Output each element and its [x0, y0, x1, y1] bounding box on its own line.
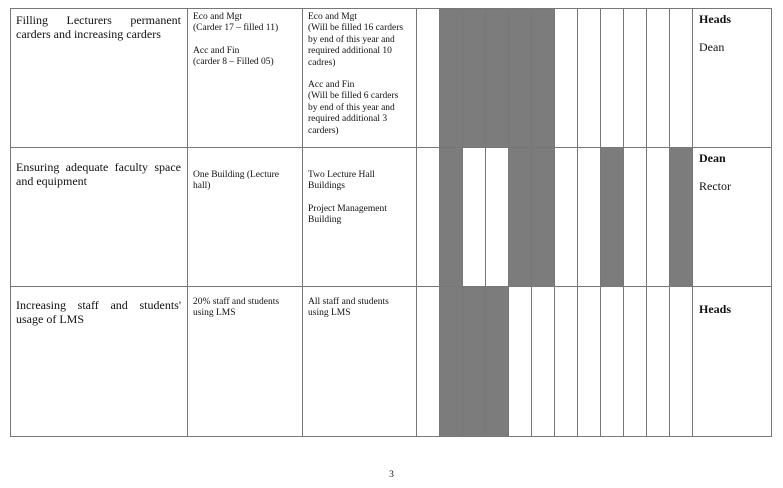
paragraph-gap — [193, 35, 296, 46]
timeline-cell-blank — [555, 9, 578, 148]
objective-text: Ensuring adequate faculty space and equipment — [16, 160, 181, 188]
cell-spacer — [308, 151, 410, 159]
cell-spacer — [193, 290, 296, 297]
table-row — [11, 148, 772, 287]
objective-cell — [11, 287, 188, 437]
timeline-cell-blank — [509, 287, 532, 437]
target-cell — [303, 148, 417, 287]
objective-cell — [11, 148, 188, 287]
paragraph-gap — [308, 193, 410, 204]
target-cell — [303, 9, 417, 148]
timeline-cell-blank — [486, 148, 509, 287]
cell-spacer — [699, 290, 765, 302]
timeline-cell-blank — [417, 287, 440, 437]
responsible-cell — [693, 9, 772, 148]
timeline-cell-blank — [578, 9, 601, 148]
timeline-cell-shaded — [440, 9, 463, 148]
responsible-cell — [693, 148, 772, 287]
timeline-cell-shaded — [463, 287, 486, 437]
timeline-cell-shaded — [670, 148, 693, 287]
timeline-cell-shaded — [532, 9, 555, 148]
responsible-party: Dean — [699, 40, 725, 54]
timeline-cell-blank — [647, 9, 670, 148]
target-line: by end of this year and — [308, 102, 395, 113]
cell-spacer — [308, 290, 410, 297]
current-status-line: One Building (Lecture — [193, 170, 280, 180]
target-line: Two Lecture Hall — [308, 170, 375, 180]
current-status-cell — [188, 287, 303, 437]
target-line: using LMS — [308, 308, 351, 319]
target-line: Project Management — [308, 203, 387, 214]
timeline-cell-shaded — [486, 287, 509, 437]
table-row — [11, 9, 772, 148]
current-status-line: 20% staff and students — [193, 297, 280, 307]
target-line: by end of this year and — [308, 34, 395, 45]
current-status-line: Eco and Mgt — [193, 12, 243, 22]
objective-text: Increasing staff and students' usage of LMS — [16, 298, 181, 326]
timeline-cell-blank — [624, 148, 647, 287]
timeline-cell-blank — [670, 9, 693, 148]
timeline-cell-shaded — [509, 148, 532, 287]
timeline-cell-blank — [624, 287, 647, 437]
current-status-line: hall) — [193, 181, 211, 192]
responsible-party: Rector — [699, 179, 731, 193]
page-number: 3 — [389, 470, 394, 480]
responsible-party: Heads — [699, 302, 732, 316]
current-status-line: Acc and Fin — [193, 45, 240, 56]
timeline-cell-shaded — [509, 9, 532, 148]
responsible-party: Dean — [699, 151, 726, 165]
objective-cell — [11, 9, 188, 148]
current-status-line: using LMS — [193, 308, 236, 319]
timeline-cell-blank — [578, 287, 601, 437]
timeline-cell-blank — [647, 148, 670, 287]
timeline-cell-blank — [555, 148, 578, 287]
target-line: Buildings — [308, 181, 345, 192]
timeline-cell-blank — [647, 287, 670, 437]
timeline-cell-blank — [601, 9, 624, 148]
timeline-cell-blank — [417, 9, 440, 148]
timeline-cell-shaded — [532, 148, 555, 287]
target-line: (Will be filled 6 carders — [308, 91, 399, 102]
timeline-cell-blank — [624, 9, 647, 148]
timeline-cell-blank — [532, 287, 555, 437]
timeline-cell-shaded — [440, 287, 463, 437]
paragraph-gap — [193, 159, 296, 170]
cell-spacer — [16, 152, 181, 160]
target-line: carders) — [308, 125, 339, 136]
responsible-party: Heads — [699, 12, 732, 26]
current-status-cell — [188, 9, 303, 148]
current-status-line: (carder 8 – Filled 05) — [193, 57, 274, 68]
timeline-cell-shaded — [601, 148, 624, 287]
paragraph-gap — [308, 159, 410, 170]
current-status-line: (Carder 17 – filled 11) — [193, 23, 279, 34]
cell-spacer — [193, 151, 296, 159]
table-row — [11, 287, 772, 437]
target-line: Eco and Mgt — [308, 12, 358, 22]
target-line: Building — [308, 215, 342, 226]
timeline-cell-blank — [670, 287, 693, 437]
timeline-cell-shaded — [486, 9, 509, 148]
timeline-cell-blank — [463, 148, 486, 287]
target-line: (Will be filled 16 carders — [308, 23, 404, 34]
objective-text: Filling Lecturers permanent carders and increasing carders — [16, 13, 181, 41]
timeline-cell-shaded — [463, 9, 486, 148]
timeline-cell-shaded — [440, 148, 463, 287]
target-line: required additional 10 — [308, 46, 392, 57]
target-line: cadres) — [308, 57, 336, 68]
timeline-cell-blank — [601, 287, 624, 437]
timeline-cell-blank — [417, 148, 440, 287]
cell-spacer — [16, 291, 181, 298]
target-line: required additional 3 — [308, 114, 388, 125]
responsible-cell — [693, 287, 772, 437]
target-cell — [303, 287, 417, 437]
target-line: Acc and Fin — [308, 80, 355, 91]
timeline-cell-blank — [555, 287, 578, 437]
paragraph-gap — [308, 69, 410, 80]
timeline-cell-blank — [578, 148, 601, 287]
current-status-cell — [188, 148, 303, 287]
target-line: All staff and students — [308, 297, 389, 307]
action-plan-table — [10, 8, 772, 437]
